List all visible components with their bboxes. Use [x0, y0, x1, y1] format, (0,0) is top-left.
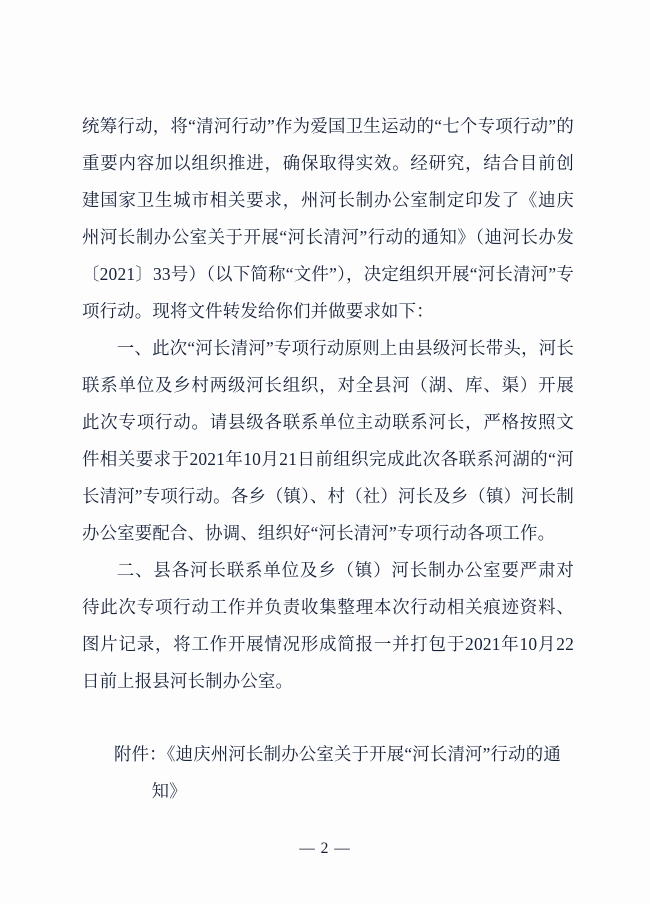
paragraph-intro: 统筹行动，将“清河行动”作为爱国卫生运动的“七个专项行动”的重要内容加以组织推进，确保取得实效。经研究，结合目前创建国家卫生城市相关要求，州河长制办公室制定印发了《迪庆州河长制办公室关于开展“河长清河”行动的通知》（迪河长办发〔2021〕33号）（以下简称“文件”），决定组织开展“河长清河”专项行动。现将文件转发给你们并做要求如下： — [82, 116, 574, 321]
page-number: — 2 — — [299, 840, 351, 857]
attachment-line-2: 知》 — [151, 781, 187, 801]
paragraph-item-one: 一、此次“河长清河”专项行动原则上由县级河长带头，河长联系单位及乡村两级河长组织，对全县河（湖、库、渠）开展此次专项行动。请县级各联系单位主动联系河长，严格按照文件相关要求于2021年10月21日前组织完成此次各联系河湖的“河长清河”专项行动。各乡（镇）、村（社）河长及乡（镇）河长制办公室要配合、协调、组织好“河长清河”专项行动各项工作。 — [82, 338, 574, 543]
paragraph-item-two: 二、县各河长联系单位及乡（镇）河长制办公室要严肃对待此次专项行动工作并负责收集整理本次行动相关痕迹资料、图片记录，将工作开展情况形成简报一并打包于2021年10月22日前上报县河长制办公室。 — [82, 560, 574, 691]
document-body — [82, 108, 574, 810]
attachment-line-1: 附件：《迪庆州河长制办公室关于开展“河长清河”行动的通 — [114, 744, 561, 764]
attachment-block — [82, 736, 574, 810]
